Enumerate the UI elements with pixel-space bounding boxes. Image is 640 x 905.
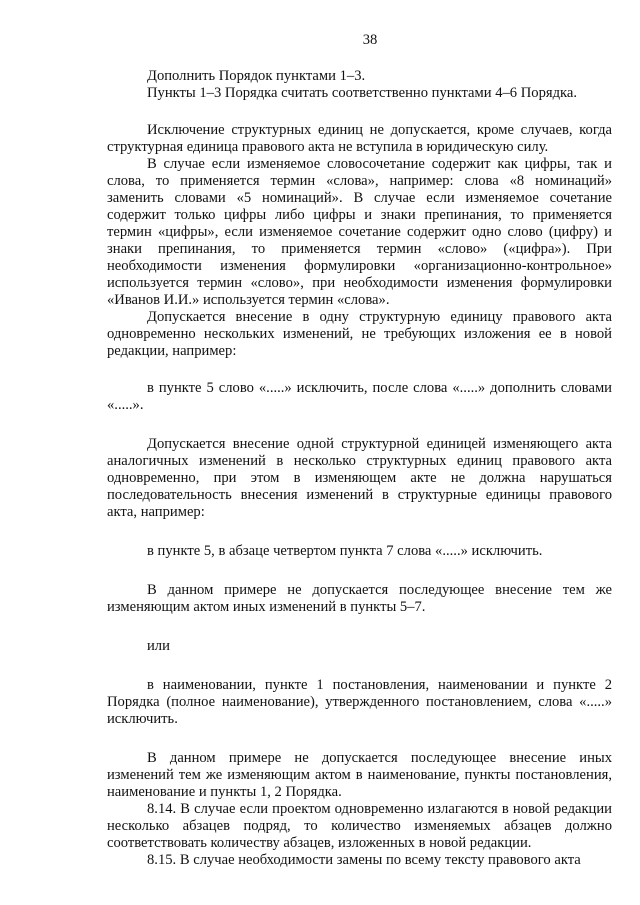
paragraph: В данном примере не допускается последующее внесение иных изменений тем же изменяющим актом в наименование, пункты постановления, наименование и пункты 1, 2 Порядка.	[107, 750, 612, 800]
paragraph: Допускается внесение в одну структурную единицу правового акта одновременно нескольких изменений, не требующих изложения ее в новой редакции, например:	[107, 309, 612, 359]
paragraph: В случае если изменяемое словосочетание содержит как цифры, так и слова, то применяется термин «слова», например: слова «8 номинаций» заменить словами «5 номинаций». В случае если изменяемое сочетание содержит только цифры либо цифры и знаки препинания, то применяется термин «цифры», если изменяемое сочетание содержит одно слово (цифру) и знаки препинания, то применяется термин «слово» («цифра»). При необходимости изменения формулировки «организационно-контрольное» используется термин «слово», при необходимости изменения формулировки «Иванов И.И.» используется термин «слова».	[107, 156, 612, 308]
paragraph: В данном примере не допускается последующее внесение тем же изменяющим актом иных изменений в пункты 5–7.	[107, 582, 612, 615]
paragraph: 8.14. В случае если проектом одновременно излагаются в новой редакции несколько абзацев подряд, то количество изменяемых абзацев должно соответствовать количеству абзацев, изложенных в новой редакции.	[107, 801, 612, 851]
paragraph: Пункты 1–3 Порядка считать соответственно пунктами 4–6 Порядка.	[147, 85, 577, 101]
paragraph: Допускается внесение одной структурной единицей изменяющего акта аналогичных изменений в несколько структурных единиц правового акта одновременно, при этом в изменяющем акте не должна нарушаться последовательность внесения изменений в структурные единицы правового акта, например:	[107, 436, 612, 520]
paragraph: в наименовании, пункте 1 постановления, наименовании и пункте 2 Порядка (полное наименование), утвержденного постановлением, слова «.....» исключить.	[107, 677, 612, 727]
paragraph: Дополнить Порядок пунктами 1–3.	[147, 68, 366, 84]
page-number: 38	[362, 32, 378, 48]
paragraph: в пункте 5, в абзаце четвертом пункта 7 слова «.....» исключить.	[147, 543, 543, 559]
document-body	[107, 68, 612, 869]
paragraph: 8.15. В случае необходимости замены по всему тексту правового акта	[147, 852, 581, 868]
paragraph: в пункте 5 слово «.....» исключить, после слова «.....» дополнить словами «.....».	[107, 380, 612, 413]
paragraph: Исключение структурных единиц не допускается, кроме случаев, когда структурная единица правового акта не вступила в юридическую силу.	[107, 122, 612, 155]
paragraph: или	[147, 638, 170, 654]
